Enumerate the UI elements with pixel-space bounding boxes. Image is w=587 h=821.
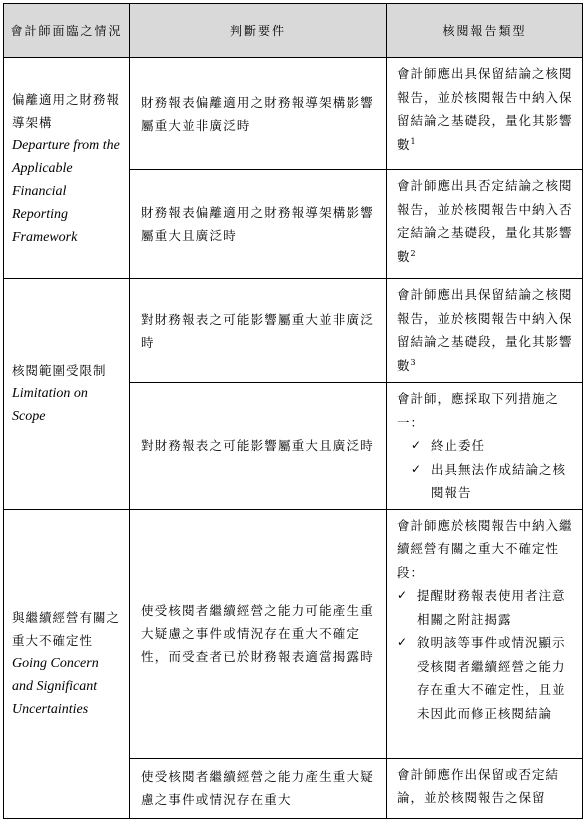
check-icon: ✓ [411,461,423,476]
criteria-cell: 財務報表偏離適用之財務報導架構影響屬重大且廣泛時 [130,170,387,279]
report-cell: 會計師應出具保留結論之核閱報告，並於核閱報告中納入保留結論之基礎段，量化其影響數$^1$ [387,58,583,170]
option-list [397,434,576,505]
criteria-cell: 對財務報表之可能影響屬重大並非廣泛時 [130,279,387,383]
footnote-marker: 2 [410,248,417,258]
criteria-cell: 對財務報表之可能影響屬重大且廣泛時 [130,383,387,510]
footnote-marker: 3 [410,357,417,367]
criteria-cell: 財務報表偏離適用之財務報導架構影響屬重大並非廣泛時 [130,58,387,170]
check-icon: ✓ [411,438,423,452]
list-item: ✓ 敘明該等事件或情況顯示受核閱者繼續經營之能力存在重大不確定性，且並未因此而修正核閱結論 [397,631,576,725]
report-cell [387,383,583,510]
situation-cell-going-concern: 與繼續經營有關之重大不確定性 Going Concern and Significant Uncertainties [4,509,130,818]
report-intro: 會計師，應採取下列措施之一： [397,391,560,430]
criteria-cell: 使受核閱者繼續經營之能力產生重大疑慮之事件或情況存在重大 [130,758,387,818]
list-item: ✓ 出具無法作成結論之核閱報告 [397,458,576,505]
header-situation: 會計師面臨之情況 [4,4,130,58]
option-list [397,584,576,725]
list-item: ✓ 終止委任 [397,434,576,458]
criteria-cell: 使受核閱者繼續經營之能力可能產生重大疑慮之事件或情況存在重大不確定性，而受查者已於財務報表適當揭露時 [130,509,387,758]
report-cell: 會計師應出具保留結論之核閱報告，並於核閱報告中納入保留結論之基礎段，量化其影響數$^3$ [387,279,583,383]
report-cell: 會計師應作出保留或否定結論，並於核閱報告之保留 [387,758,583,818]
footnote-marker: 1 [410,136,417,146]
check-icon: ✓ [397,588,409,602]
report-cell: 會計師應出具否定結論之核閱報告，並於核閱報告中納入否定結論之基礎段，量化其影響數$^2$ [387,170,583,279]
check-icon: ✓ [397,635,409,649]
review-report-table [3,3,583,819]
table-row [4,279,583,383]
list-item: ✓ 提醒財務報表使用者注意相關之附註揭露 [397,584,576,631]
report-cell [387,509,583,758]
situation-cell-departure: 偏離適用之財務報導架構 Departure from the Applicable Financial Reporting Framework [4,58,130,279]
header-criteria: 判斷要件 [130,4,387,58]
situation-cell-scope: 核閱範圍受限制 Limitation on Scope [4,279,130,510]
header-report-type: 核閱報告類型 [387,4,583,58]
table-row [4,509,583,758]
table-row [4,58,583,170]
report-intro: 會計師應於核閱報告中納入繼續經營有關之重大不確定性段： [397,517,573,580]
header-row [4,4,583,58]
